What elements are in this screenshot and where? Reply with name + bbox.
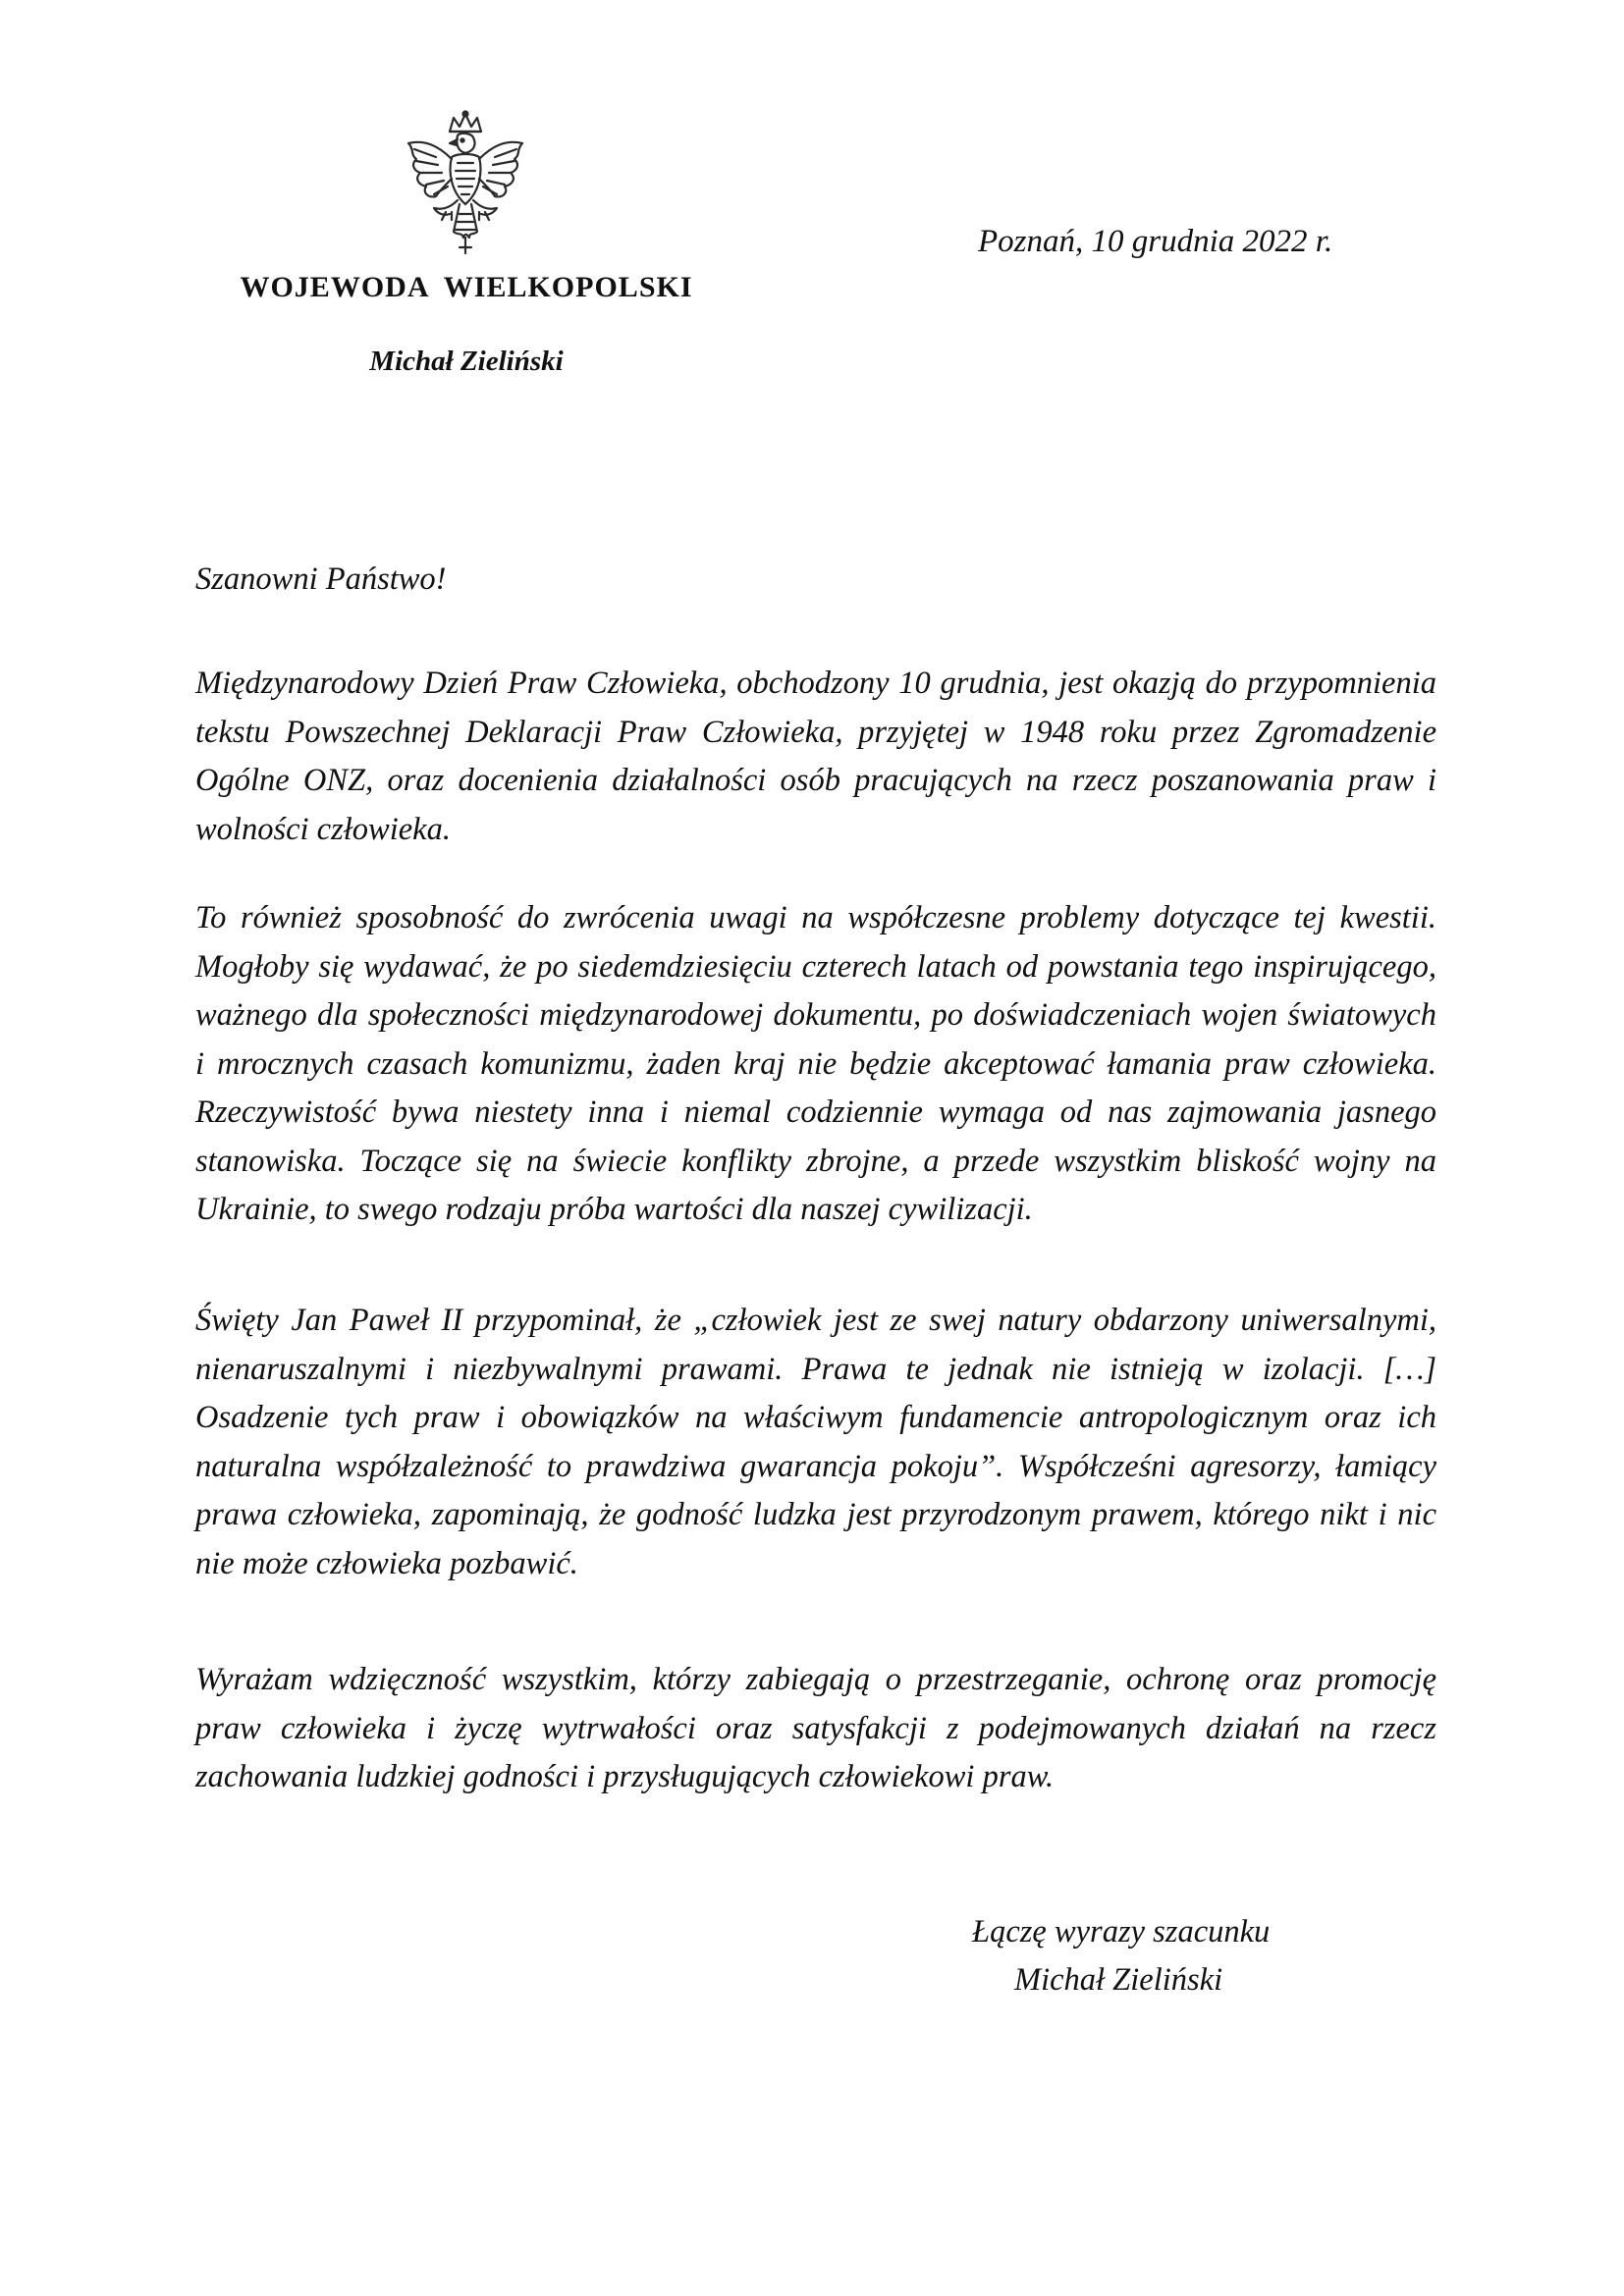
official-name: Michał Zieliński	[369, 346, 564, 377]
salutation: Szanowni Państwo!	[195, 561, 447, 597]
polish-eagle-emblem-icon	[401, 110, 530, 259]
signature-name: Michał Zieliński	[1014, 1962, 1223, 1998]
letter-paragraph: To również sposobność do zwrócenia uwagi na współczesne problemy dotyczące tej kwestii. Mogłoby się wydawać, że po siedemdziesięciu czterech latach od powstania tego inspirującego, ważnego dla społeczności międzynarodowej dokumentu, po doświadczeniach wojen światowych i mrocznych czasach komunizmu, żaden kraj nie będzie akceptować łamania praw człowieka. Rzeczywistość bywa niestety inna i niemal codziennie wymaga od nas zajmowania jasnego stanowiska. Toczące się na świecie konflikty zbrojne, a przede wszystkim bliskość wojny na Ukrainie, to swego rodzaju próba wartości dla naszej cywilizacji.	[195, 900, 1436, 1227]
closing-block	[972, 1908, 1384, 2004]
office-title: WOJEWODA WIELKOPOLSKI	[240, 271, 693, 303]
letter-date: Poznań, 10 grudnia 2022 r.	[978, 224, 1333, 259]
letter-paragraph: Wyrażam wdzięczność wszystkim, którzy zabiegają o przestrzeganie, ochronę oraz promocję praw człowieka i życzę wytrwałości oraz satysfakcji z podejmowanych działań na rzecz zachowania ludzkiej godności i przysługujących człowiekowi praw.	[195, 1662, 1436, 1794]
letter-paragraph: Międzynarodowy Dzień Praw Człowieka, obchodzony 10 grudnia, jest okazją do przypomnienia tekstu Powszechnej Deklaracji Praw Człowieka, przyjętej w 1948 roku przez Zgromadzenie Ogólne ONZ, oraz docenienia działalności osób pracujących na rzecz poszanowania praw i wolności człowieka.	[195, 666, 1436, 847]
letter-paragraph: Święty Jan Paweł II przypominał, że „człowiek jest ze swej natury obdarzony uniwersalnymi, nienaruszalnymi i niezbywalnymi prawami. Prawa te jednak nie istnieją w izolacji. […] Osadzenie tych praw i obowiązków na właściwym fundamencie antropologicznym oraz ich naturalna współzależność to prawdziwa gwarancja pokoju”. Współcześni agresorzy, łamiący prawa człowieka, zapominają, że godność ludzka jest przyrodzonym prawem, którego nikt i nic nie może człowieka pozbawić.	[195, 1303, 1436, 1581]
closing-phrase: Łączę wyrazy szacunku	[972, 1914, 1271, 1949]
